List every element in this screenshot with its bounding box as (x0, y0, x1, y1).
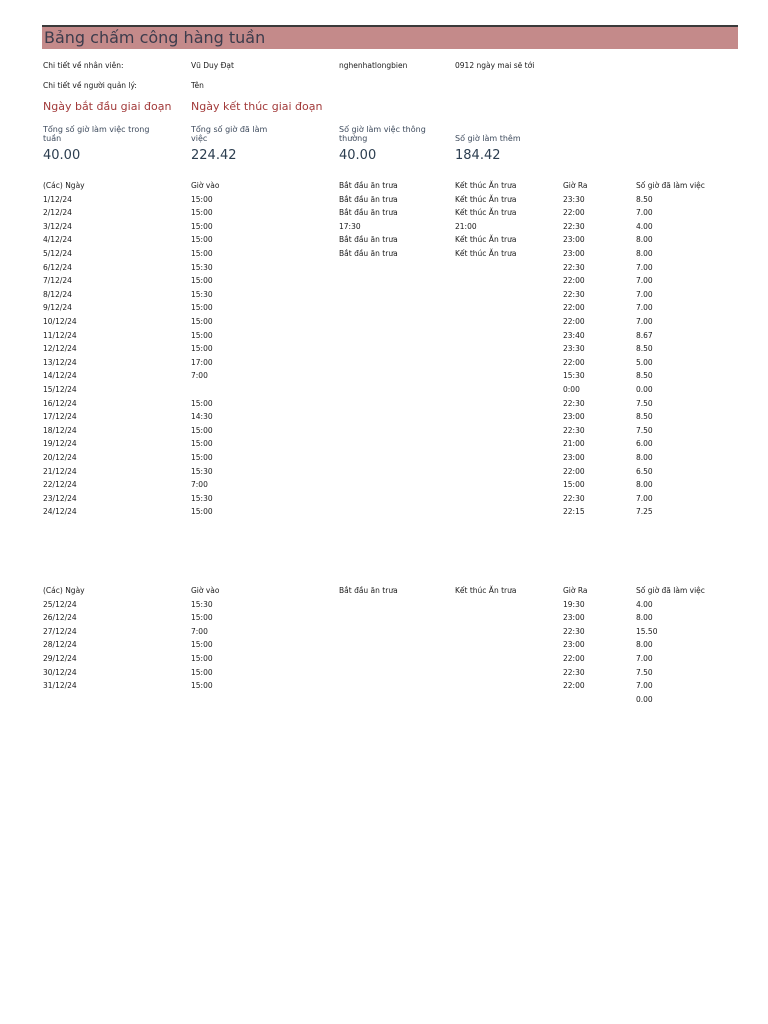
hours-worked-cell: 4.00 (636, 221, 653, 231)
time-in-cell: 15:30 (191, 262, 213, 272)
date-cell: 14/12/24 (43, 371, 77, 381)
hours-worked-cell: 7.00 (636, 276, 653, 286)
date-cell: 2/12/24 (43, 208, 72, 218)
hours-worked-cell: 6.00 (636, 439, 653, 449)
summary-value: 224.42 (191, 148, 237, 163)
lunch-start-cell: Bắt đầu ăn trưa (339, 249, 398, 258)
time-out-cell: 22:00 (563, 208, 585, 218)
date-cell: 9/12/24 (43, 303, 72, 313)
hours-worked-cell: 5.00 (636, 357, 653, 367)
time-out-cell: 22:30 (563, 667, 585, 677)
date-cell: 26/12/24 (43, 613, 77, 623)
manager-name: Tên (191, 81, 204, 90)
date-cell: 10/12/24 (43, 317, 77, 326)
hours-worked-cell: 4.00 (636, 599, 653, 609)
time-out-cell: 23:00 (563, 640, 585, 650)
date-cell: 7/12/24 (43, 276, 72, 286)
lunch-end-cell: Kết thúc Ăn trưa (455, 208, 517, 218)
page-title: Bảng chấm công hàng tuần (44, 28, 266, 47)
date-cell: 25/12/24 (43, 599, 77, 609)
lunch-start-cell: Bắt đầu ăn trưa (339, 235, 398, 245)
time-out-cell: 22:00 (563, 317, 585, 326)
employee-name: Vũ Duy Đạt (191, 61, 234, 70)
column-header: (Các) Ngày (43, 181, 85, 190)
hours-worked-cell: 7.50 (636, 667, 653, 677)
date-cell: 20/12/24 (43, 453, 77, 462)
column-header: Số giờ đã làm việc (636, 586, 705, 595)
date-cell: 5/12/24 (43, 249, 72, 258)
lunch-start-cell: 17:30 (339, 221, 361, 231)
hours-worked-cell: 15.50 (636, 626, 658, 636)
hours-worked-cell: 7.00 (636, 493, 653, 503)
time-in-cell: 15:00 (191, 439, 213, 449)
time-in-cell: 15:00 (191, 249, 213, 258)
lunch-start-cell: Bắt đầu ăn trưa (339, 194, 398, 204)
hours-worked-cell: 8.00 (636, 453, 653, 462)
time-in-cell: 15:00 (191, 344, 213, 354)
hours-worked-cell: 6.50 (636, 466, 653, 476)
time-in-cell: 15:00 (191, 235, 213, 245)
date-cell: 29/12/24 (43, 654, 77, 663)
time-in-cell: 15:00 (191, 681, 213, 691)
time-out-cell: 23:00 (563, 249, 585, 258)
hours-worked-cell: 7.00 (636, 654, 653, 663)
time-out-cell: 22:00 (563, 357, 585, 367)
lunch-end-cell: Kết thúc Ăn trưa (455, 235, 517, 245)
time-out-cell: 22:00 (563, 466, 585, 476)
hours-worked-cell: 8.00 (636, 613, 653, 623)
time-in-cell: 15:00 (191, 640, 213, 650)
time-out-cell: 22:15 (563, 507, 585, 517)
date-cell: 23/12/24 (43, 493, 77, 503)
time-in-cell: 15:00 (191, 276, 213, 286)
time-in-cell: 15:00 (191, 330, 213, 340)
date-cell: 3/12/24 (43, 221, 72, 231)
hours-worked-cell: 8.00 (636, 249, 653, 258)
time-in-cell: 15:00 (191, 208, 213, 218)
employee-phone: 0912 ngày mai sẽ tới (455, 61, 535, 70)
time-in-cell: 15:00 (191, 317, 213, 326)
column-header: Giờ Ra (563, 181, 588, 190)
hours-worked-cell: 7.00 (636, 289, 653, 299)
date-cell: 17/12/24 (43, 412, 77, 422)
date-cell: 1/12/24 (43, 194, 72, 204)
time-out-cell: 23:00 (563, 613, 585, 623)
hours-worked-cell: 7.00 (636, 208, 653, 218)
date-cell: 8/12/24 (43, 289, 72, 299)
hours-worked-cell: 0.00 (636, 694, 653, 704)
hours-worked-cell: 8.67 (636, 330, 653, 340)
time-in-cell: 15:30 (191, 466, 213, 476)
time-in-cell: 14:30 (191, 412, 213, 422)
time-out-cell: 19:30 (563, 599, 585, 609)
lunch-end-cell: Kết thúc Ăn trưa (455, 249, 517, 258)
hours-worked-cell: 7.00 (636, 303, 653, 313)
time-out-cell: 23:40 (563, 330, 585, 340)
hours-worked-cell: 8.50 (636, 194, 653, 204)
summary-label: Tổng số giờ đã làm việc (191, 125, 268, 143)
column-header: Bắt đầu ăn trưa (339, 181, 398, 190)
date-cell: 18/12/24 (43, 425, 77, 435)
hours-worked-cell: 8.50 (636, 344, 653, 354)
summary-value: 184.42 (455, 148, 501, 163)
summary-label: Số giờ làm việc thông thường (339, 125, 426, 143)
summary-value: 40.00 (339, 148, 377, 163)
time-out-cell: 23:30 (563, 194, 585, 204)
time-out-cell: 0:00 (563, 385, 580, 394)
time-in-cell: 15:30 (191, 493, 213, 503)
period-end-label: Ngày kết thúc giai đoạn (191, 100, 323, 113)
date-cell: 15/12/24 (43, 385, 77, 394)
time-in-cell: 15:00 (191, 613, 213, 623)
lunch-start-cell: Bắt đầu ăn trưa (339, 208, 398, 218)
time-out-cell: 15:00 (563, 480, 585, 490)
time-out-cell: 23:00 (563, 453, 585, 462)
date-cell: 13/12/24 (43, 357, 77, 367)
employee-company: nghenhatlongbien (339, 61, 408, 70)
hours-worked-cell: 7.00 (636, 317, 653, 326)
column-header: Số giờ đã làm việc (636, 181, 705, 190)
hours-worked-cell: 7.00 (636, 262, 653, 272)
time-out-cell: 22:30 (563, 425, 585, 435)
date-cell: 4/12/24 (43, 235, 72, 245)
period-start-label: Ngày bắt đầu giai đoạn (43, 100, 172, 113)
date-cell: 24/12/24 (43, 507, 77, 517)
hours-worked-cell: 8.00 (636, 235, 653, 245)
column-header: Kết thúc Ăn trưa (455, 181, 517, 190)
date-cell: 22/12/24 (43, 480, 77, 490)
summary-label: Tổng số giờ làm việc trong tuần (43, 125, 150, 143)
hours-worked-cell: 8.50 (636, 412, 653, 422)
time-out-cell: 22:30 (563, 221, 585, 231)
time-out-cell: 22:30 (563, 262, 585, 272)
hours-worked-cell: 7.50 (636, 425, 653, 435)
time-out-cell: 23:00 (563, 412, 585, 422)
time-in-cell: 15:00 (191, 453, 213, 462)
time-in-cell: 15:00 (191, 654, 213, 663)
column-header: Kết thúc Ăn trưa (455, 586, 517, 595)
time-in-cell: 17:00 (191, 357, 213, 367)
hours-worked-cell: 8.00 (636, 640, 653, 650)
summary-value: 40.00 (43, 148, 81, 163)
date-cell: 6/12/24 (43, 262, 72, 272)
time-out-cell: 23:00 (563, 235, 585, 245)
lunch-end-cell: 21:00 (455, 221, 477, 231)
time-in-cell: 15:00 (191, 398, 213, 408)
column-header: Giờ vào (191, 181, 220, 190)
time-out-cell: 22:30 (563, 398, 585, 408)
date-cell: 30/12/24 (43, 667, 77, 677)
title-bar (42, 27, 738, 49)
time-out-cell: 22:00 (563, 276, 585, 286)
time-out-cell: 22:30 (563, 289, 585, 299)
time-out-cell: 22:30 (563, 493, 585, 503)
hours-worked-cell: 7.25 (636, 507, 653, 517)
column-header: Giờ Ra (563, 586, 588, 595)
date-cell: 12/12/24 (43, 344, 77, 354)
date-cell: 31/12/24 (43, 681, 77, 691)
hours-worked-cell: 8.00 (636, 480, 653, 490)
time-in-cell: 15:00 (191, 194, 213, 204)
date-cell: 16/12/24 (43, 398, 77, 408)
date-cell: 21/12/24 (43, 466, 77, 476)
summary-label: Số giờ làm thêm (455, 134, 521, 143)
date-cell: 27/12/24 (43, 626, 77, 636)
time-in-cell: 7:00 (191, 480, 208, 490)
manager-label: Chi tiết về người quản lý: (43, 81, 137, 90)
hours-worked-cell: 7.50 (636, 398, 653, 408)
column-header: Bắt đầu ăn trưa (339, 586, 398, 595)
employee-label: Chi tiết về nhân viên: (43, 61, 124, 70)
time-out-cell: 22:30 (563, 626, 585, 636)
time-out-cell: 22:00 (563, 654, 585, 663)
date-cell: 19/12/24 (43, 439, 77, 449)
time-in-cell: 7:00 (191, 626, 208, 636)
time-in-cell: 15:00 (191, 507, 213, 517)
time-out-cell: 22:00 (563, 681, 585, 691)
hours-worked-cell: 0.00 (636, 385, 653, 394)
time-in-cell: 15:00 (191, 425, 213, 435)
hours-worked-cell: 7.00 (636, 681, 653, 691)
time-in-cell: 15:30 (191, 599, 213, 609)
lunch-end-cell: Kết thúc Ăn trưa (455, 194, 517, 204)
date-cell: 28/12/24 (43, 640, 77, 650)
time-out-cell: 22:00 (563, 303, 585, 313)
time-in-cell: 15:00 (191, 221, 213, 231)
time-in-cell: 15:30 (191, 289, 213, 299)
time-in-cell: 15:00 (191, 667, 213, 677)
time-in-cell: 15:00 (191, 303, 213, 313)
time-out-cell: 15:30 (563, 371, 585, 381)
time-out-cell: 23:30 (563, 344, 585, 354)
date-cell: 11/12/24 (43, 330, 77, 340)
column-header: (Các) Ngày (43, 586, 85, 595)
time-in-cell: 7:00 (191, 371, 208, 381)
hours-worked-cell: 8.50 (636, 371, 653, 381)
time-out-cell: 21:00 (563, 439, 585, 449)
column-header: Giờ vào (191, 586, 220, 595)
